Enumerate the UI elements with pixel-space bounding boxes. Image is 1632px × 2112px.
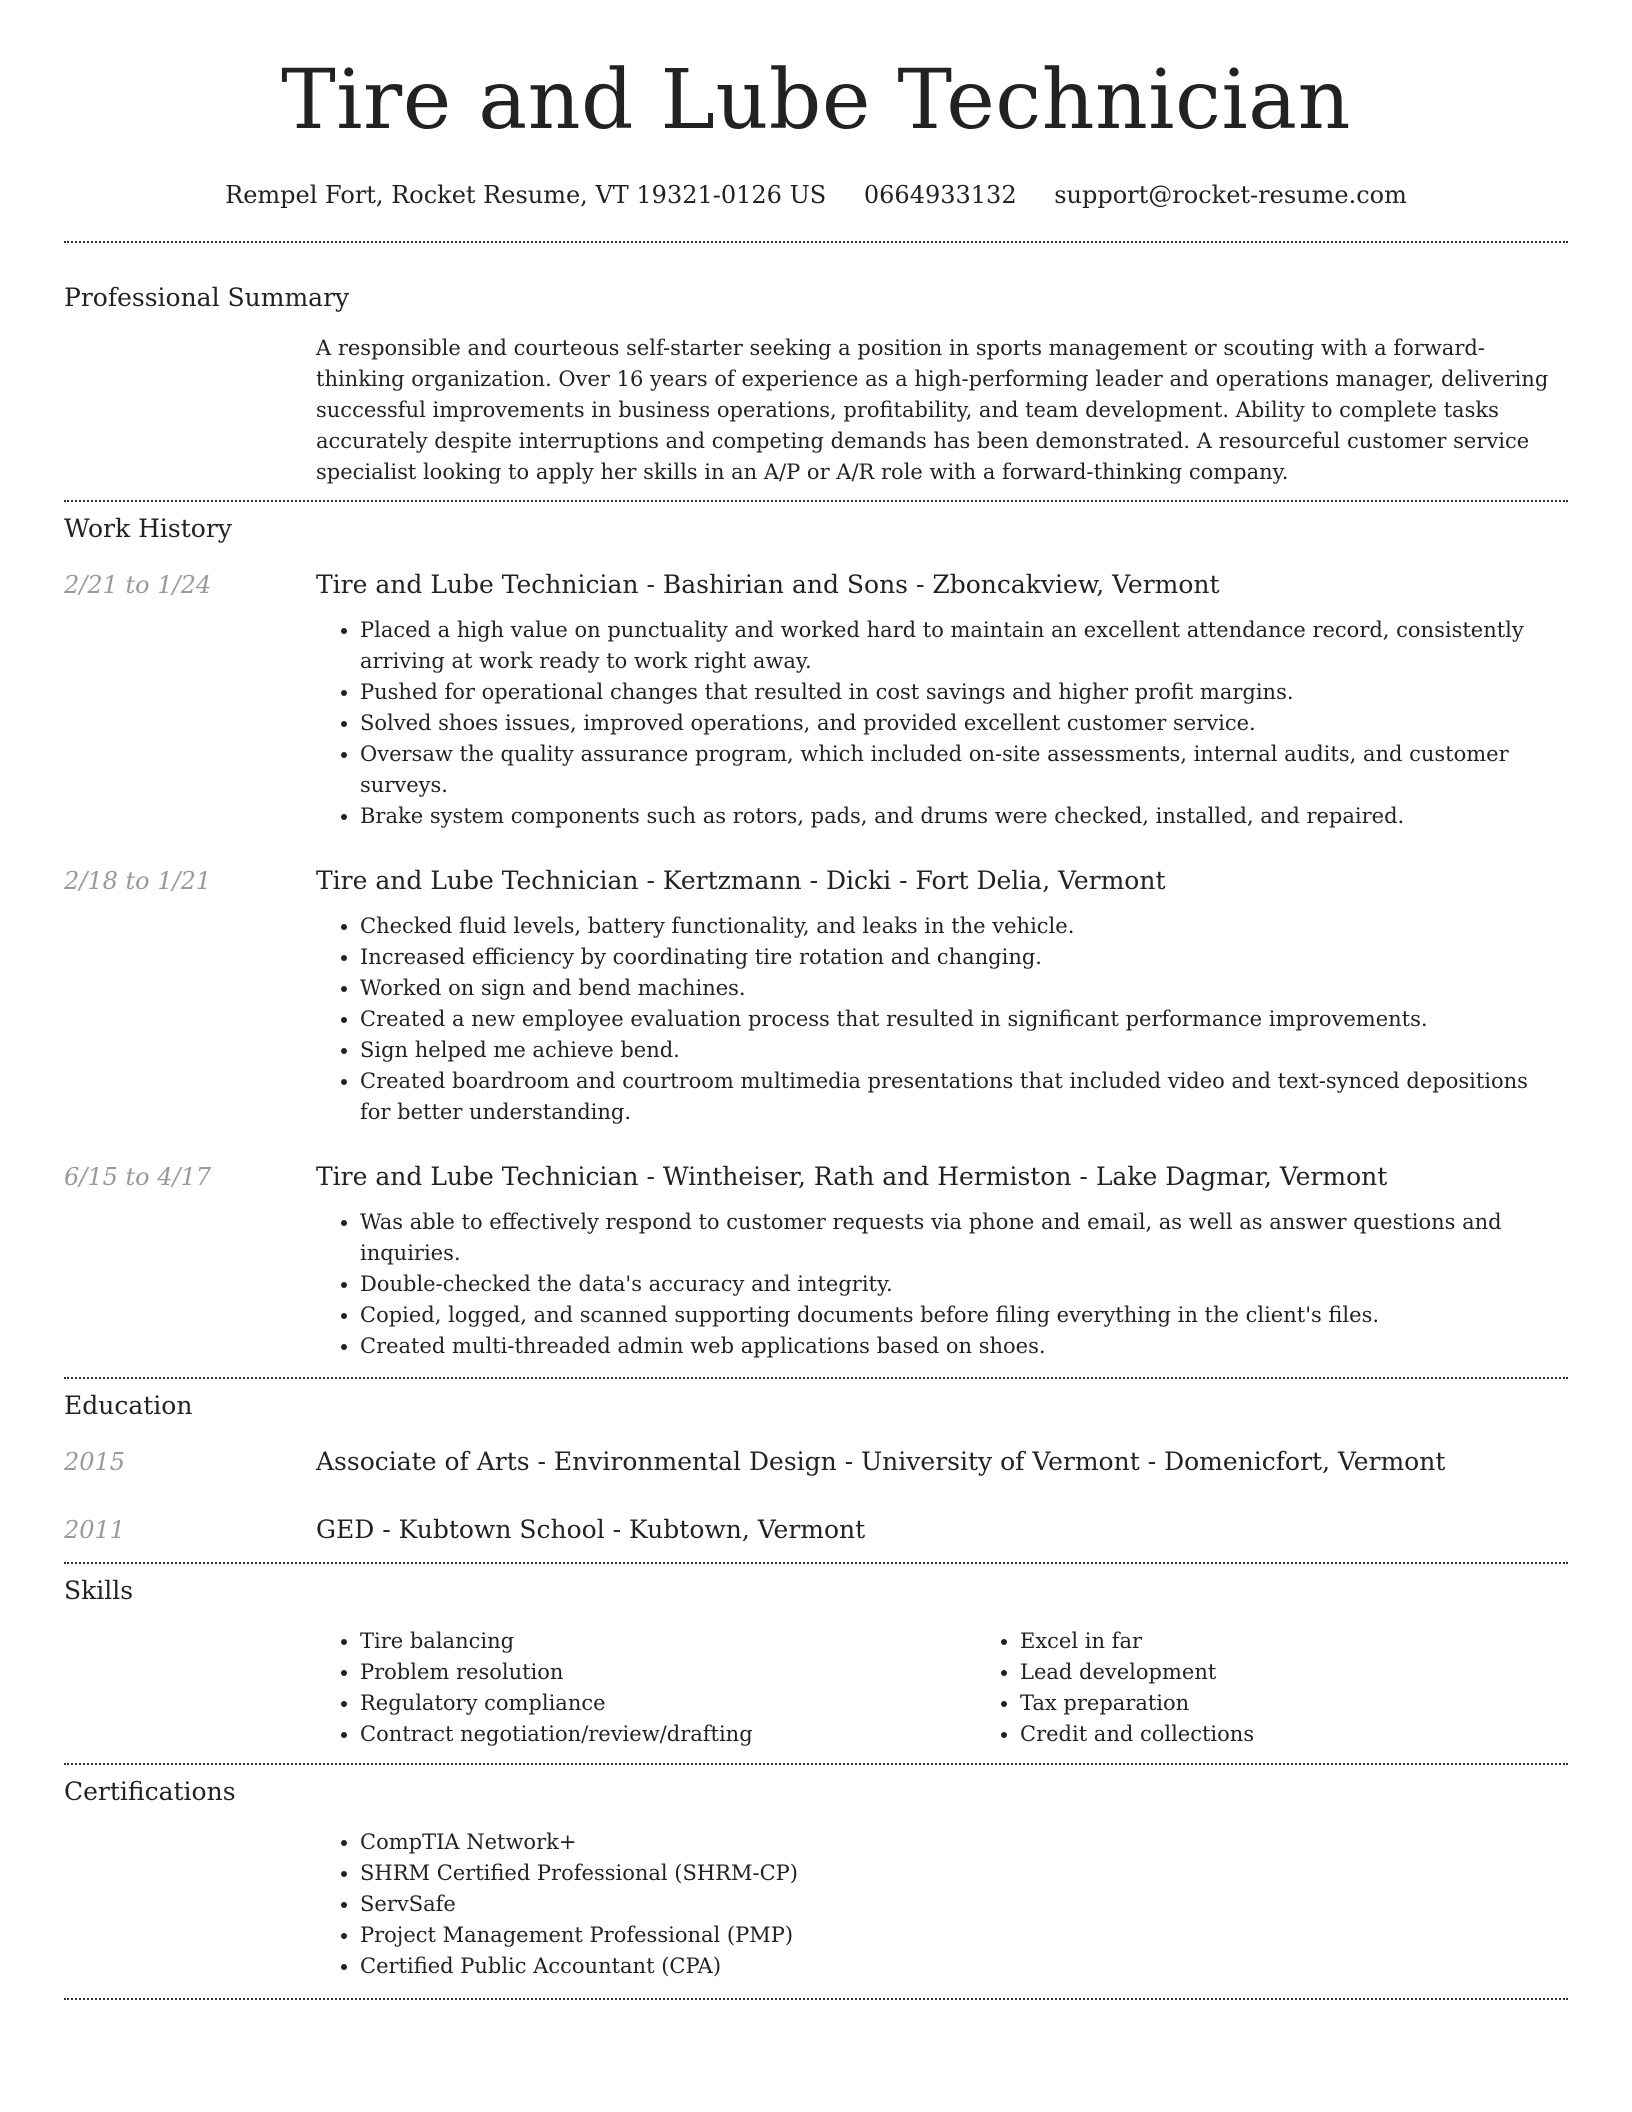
certification-item: • Project Management Professional (PMP) — [360, 1920, 1560, 1951]
certification-item: • Certified Public Accountant (CPA) — [360, 1951, 1560, 1982]
job-title: Tire and Lube Technician - Wintheiser, Rath and Hermiston - Lake Dagmar, Vermont — [316, 1162, 1388, 1191]
job-bullet: • Pushed for operational changes that resulted in cost savings and higher profit margins. — [360, 677, 1560, 708]
certification-item: • CompTIA Network+ — [360, 1827, 1560, 1858]
job-title: Tire and Lube Technician - Bashirian and Sons - Zboncakview, Vermont — [316, 570, 1220, 599]
work-history-title: Work History — [64, 514, 232, 543]
job-bullet: • Increased efficiency by coordinating tire rotation and changing. — [360, 942, 1560, 973]
job-bullet: • Copied, logged, and scanned supporting documents before filing everything in the client's files. — [360, 1300, 1560, 1331]
contact-line — [64, 178, 1568, 212]
skill-item: • Credit and collections — [1020, 1719, 1632, 1750]
skill-item: • Tire balancing — [360, 1626, 976, 1657]
section-divider — [64, 1998, 1568, 2000]
job-entry — [64, 568, 1568, 832]
skill-item: • Lead development — [1020, 1657, 1632, 1688]
education-degree: Associate of Arts - Environmental Design - University of Vermont - Domenicfort, Vermont — [316, 1447, 1446, 1476]
education-entry — [64, 1513, 1568, 1547]
certifications-title: Certifications — [64, 1777, 236, 1806]
job-bullet: • Solved shoes issues, improved operations, and provided excellent customer service. — [360, 708, 1560, 739]
education-title: Education — [64, 1391, 193, 1420]
skill-item: • Excel in far — [1020, 1626, 1632, 1657]
education-year: 2011 — [64, 1516, 126, 1544]
education-year: 2015 — [64, 1448, 126, 1476]
job-dates: 2/21 to 1/24 — [64, 571, 212, 599]
job-bullet: • Double-checked the data's accuracy and integrity. — [360, 1269, 1560, 1300]
job-bullet: • Sign helped me achieve bend. — [360, 1035, 1560, 1066]
job-entry — [64, 1160, 1568, 1362]
job-bullet: • Created a new employee evaluation process that resulted in significant performance improvements. — [360, 1004, 1560, 1035]
job-bullet: • Created boardroom and courtroom multimedia presentations that included video and text-synced depositions for better understanding. — [360, 1066, 1560, 1128]
summary-title: Professional Summary — [64, 283, 350, 312]
job-bullet: • Placed a high value on punctuality and worked hard to maintain an excellent attendance record, consistently arriving at work ready to work right away. — [360, 615, 1560, 677]
job-bullets — [316, 1207, 1560, 1362]
summary-section — [64, 243, 1568, 488]
job-entry — [64, 864, 1568, 1128]
certifications-list — [316, 1827, 1560, 1982]
contact-email: support@rocket-resume.com — [1054, 181, 1407, 209]
summary-text: A responsible and courteous self-starter seeking a position in sports management or scouting with a forward-thinking organization. Over 16 years of experience as a high-performing leader and operations manager, delivering successful improvements in business operations, profitability, and team development. Ability to complete tasks accurately despite interruptions and competing demands has been demonstrated. A resourceful customer service specialist looking to apply her skills in an A/P or A/R role with a forward-thinking company. — [316, 336, 1549, 484]
job-bullet: • Brake system components such as rotors, pads, and drums were checked, installed, and repaired. — [360, 801, 1560, 832]
skill-item: • Contract negotiation/review/drafting — [360, 1719, 976, 1750]
job-bullets — [316, 615, 1560, 832]
education-section — [64, 1379, 1568, 1547]
skill-item: • Tax preparation — [1020, 1688, 1632, 1719]
resume-header — [64, 0, 1568, 212]
certifications-section — [64, 1765, 1568, 1982]
skills-list-left — [316, 1626, 976, 1750]
skills-list-right — [976, 1626, 1632, 1750]
contact-phone: 0664933132 — [863, 181, 1017, 209]
skill-item: • Problem resolution — [360, 1657, 976, 1688]
job-bullet: • Was able to effectively respond to customer requests via phone and email, as well as answer questions and inquiries. — [360, 1207, 1560, 1269]
job-bullet: • Worked on sign and bend machines. — [360, 973, 1560, 1004]
job-bullet: • Oversaw the quality assurance program, which included on-site assessments, internal audits, and customer surveys. — [360, 739, 1560, 801]
certification-item: • ServSafe — [360, 1889, 1560, 1920]
contact-address: Rempel Fort, Rocket Resume, VT 19321-0126 US — [225, 181, 827, 209]
job-bullets — [316, 911, 1560, 1128]
certification-item: • SHRM Certified Professional (SHRM-CP) — [360, 1858, 1560, 1889]
education-entry — [64, 1445, 1568, 1479]
education-degree: GED - Kubtown School - Kubtown, Vermont — [316, 1515, 866, 1544]
job-bullet: • Checked fluid levels, battery functionality, and leaks in the vehicle. — [360, 911, 1560, 942]
skills-title: Skills — [64, 1576, 134, 1605]
skills-section — [64, 1564, 1568, 1750]
job-bullet: • Created multi-threaded admin web applications based on shoes. — [360, 1331, 1560, 1362]
job-dates: 2/18 to 1/21 — [64, 867, 212, 895]
skill-item: • Regulatory compliance — [360, 1688, 976, 1719]
candidate-name: Tire and Lube Technician — [281, 53, 1351, 148]
job-title: Tire and Lube Technician - Kertzmann - Dicki - Fort Delia, Vermont — [316, 866, 1166, 895]
work-history-section — [64, 502, 1568, 1362]
job-dates: 6/15 to 4/17 — [64, 1163, 212, 1191]
